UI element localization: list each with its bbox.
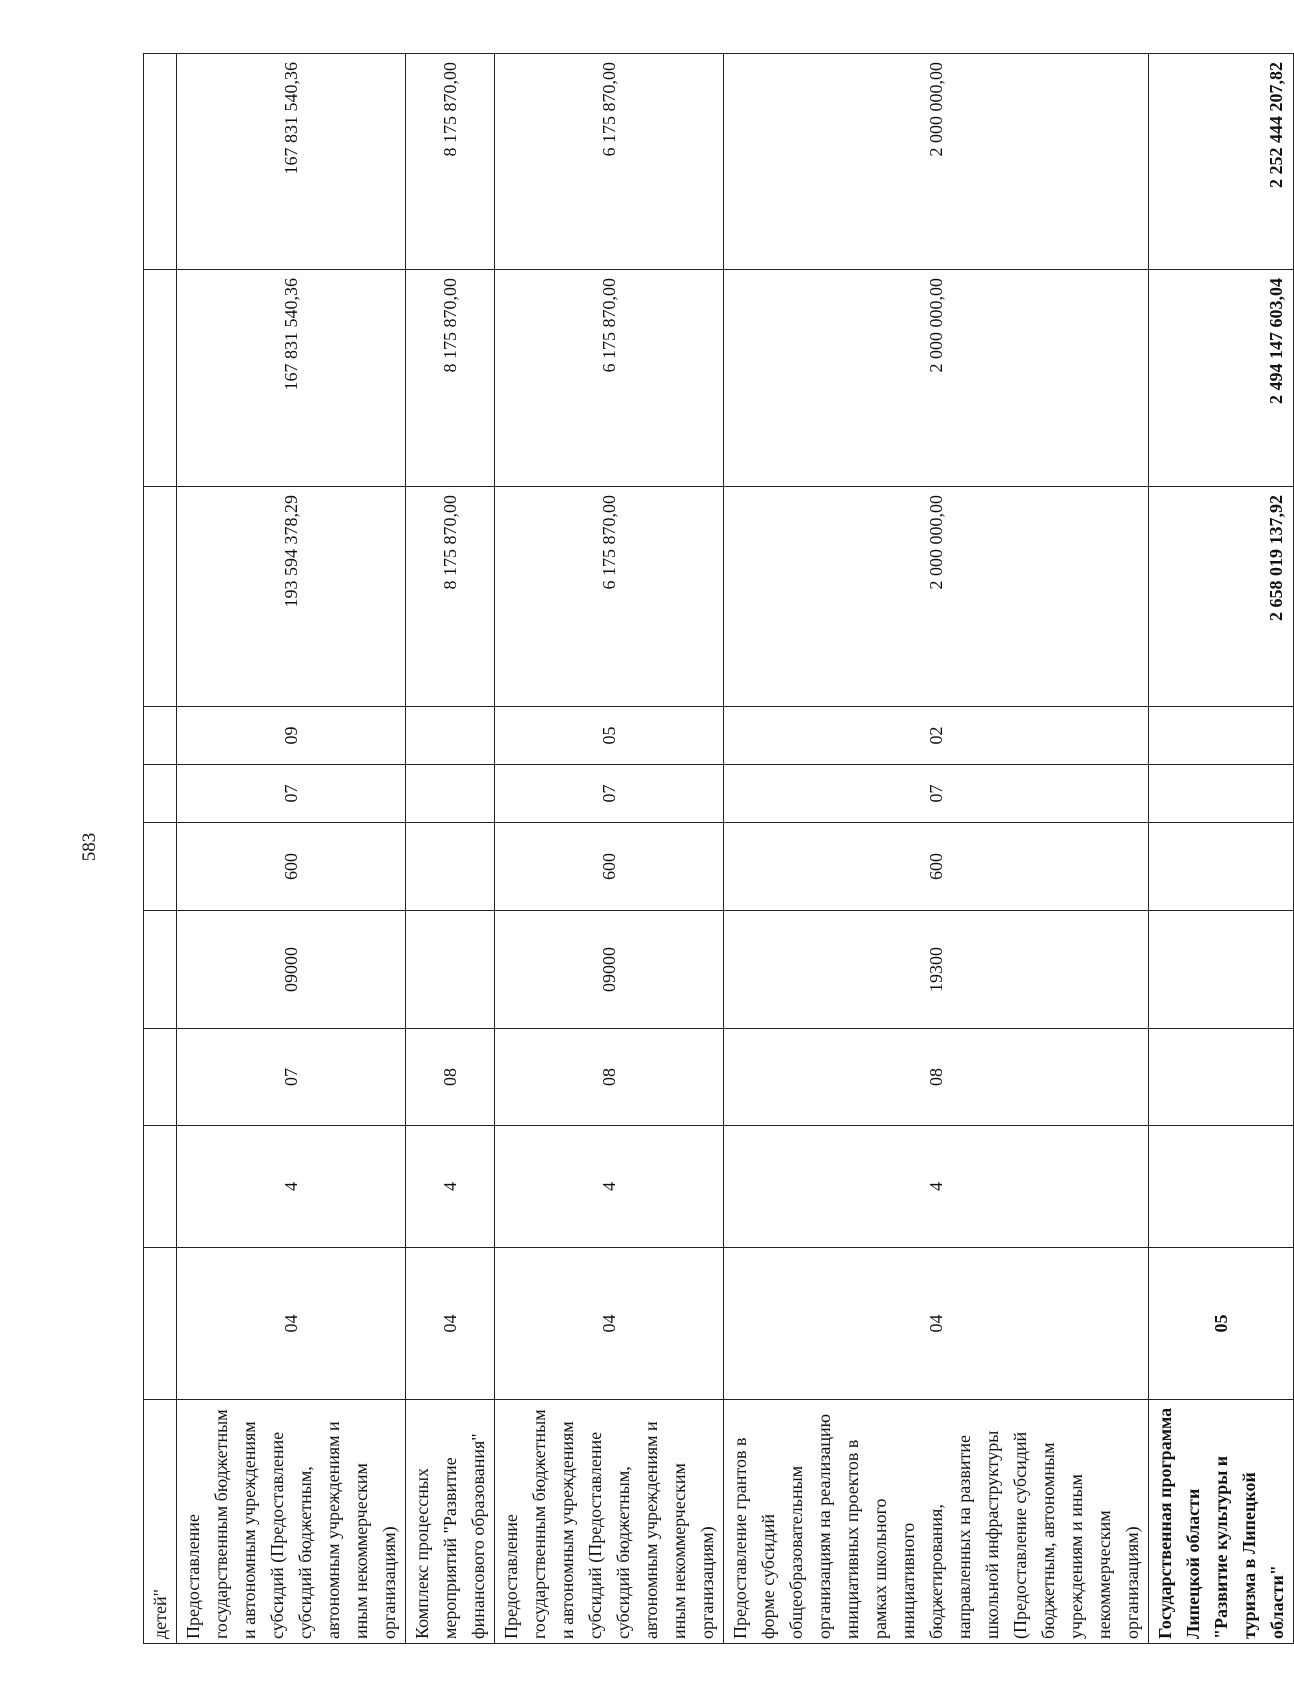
amount-cell: 2 000 000,00 bbox=[724, 270, 1149, 487]
code-cell bbox=[406, 765, 495, 823]
table-row bbox=[144, 54, 177, 1644]
code-cell: 07 bbox=[177, 1029, 406, 1126]
row-description: Предоставление грантов в форме субсидий общеобразовательным организациям на реализацию инициативных проектов в рамках школьного инициативного бюджетирования, направленных на развитие школьной инфраструктуры (Предоставление субсидий бюджетным, автономным учреждениям и иным некоммерческим организациям) bbox=[724, 1400, 1149, 1644]
code-cell: 05 bbox=[1149, 1248, 1294, 1400]
budget-table bbox=[143, 53, 1294, 1644]
table-row bbox=[406, 54, 495, 1644]
code-cell: 04 bbox=[177, 1248, 406, 1400]
code-cell: 08 bbox=[406, 1029, 495, 1126]
code-cell bbox=[144, 707, 177, 765]
code-cell bbox=[406, 823, 495, 911]
code-cell bbox=[1149, 707, 1294, 765]
code-cell bbox=[1149, 1029, 1294, 1126]
row-description: Государственная программа Липецкой области "Развитие культуры и туризма в Липецкой области" bbox=[1149, 1400, 1294, 1644]
code-cell: 08 bbox=[724, 1029, 1149, 1126]
amount-cell: 8 175 870,00 bbox=[406, 487, 495, 707]
page-number: 583 bbox=[79, 832, 100, 862]
row-description: Предоставление государственным бюджетным и автономным учреждениям субсидий (Предоставление субсидий бюджетным, автономным учреждениям и иным некоммерческим организациям) bbox=[495, 1400, 724, 1644]
amount-cell: 8 175 870,00 bbox=[406, 270, 495, 487]
amount-cell: 6 175 870,00 bbox=[495, 54, 724, 270]
code-cell: 07 bbox=[177, 765, 406, 823]
amount-cell: 2 658 019 137,92 bbox=[1149, 487, 1294, 707]
row-description: Комплекс процессных мероприятий "Развитие финансового образования" bbox=[406, 1400, 495, 1644]
amount-cell: 2 000 000,00 bbox=[724, 54, 1149, 270]
code-cell: 07 bbox=[495, 765, 724, 823]
amount-cell bbox=[144, 270, 177, 487]
code-cell: 09000 bbox=[495, 911, 724, 1029]
code-cell bbox=[1149, 1126, 1294, 1248]
code-cell: 19300 bbox=[724, 911, 1149, 1029]
code-cell bbox=[1149, 823, 1294, 911]
code-cell bbox=[144, 1248, 177, 1400]
amount-cell bbox=[144, 487, 177, 707]
code-cell bbox=[1149, 911, 1294, 1029]
amount-cell: 167 831 540,36 bbox=[177, 270, 406, 487]
table-row bbox=[495, 54, 724, 1644]
code-cell: 02 bbox=[724, 707, 1149, 765]
table-row-total bbox=[1149, 54, 1294, 1644]
amount-cell: 167 831 540,36 bbox=[177, 54, 406, 270]
code-cell: 07 bbox=[724, 765, 1149, 823]
code-cell: 4 bbox=[406, 1126, 495, 1248]
amount-cell: 6 175 870,00 bbox=[495, 487, 724, 707]
code-cell bbox=[406, 911, 495, 1029]
code-cell bbox=[144, 765, 177, 823]
table-row bbox=[724, 54, 1149, 1644]
table-row bbox=[177, 54, 406, 1644]
amount-cell: 2 494 147 603,04 bbox=[1149, 270, 1294, 487]
code-cell: 09000 bbox=[177, 911, 406, 1029]
rotated-table-container bbox=[143, 54, 1287, 1644]
amount-cell: 6 175 870,00 bbox=[495, 270, 724, 487]
code-cell: 04 bbox=[406, 1248, 495, 1400]
code-cell bbox=[406, 707, 495, 765]
code-cell: 600 bbox=[177, 823, 406, 911]
code-cell: 08 bbox=[495, 1029, 724, 1126]
code-cell bbox=[144, 823, 177, 911]
code-cell bbox=[144, 1029, 177, 1126]
code-cell bbox=[144, 1126, 177, 1248]
code-cell: 4 bbox=[177, 1126, 406, 1248]
code-cell: 600 bbox=[724, 823, 1149, 911]
code-cell: 04 bbox=[495, 1248, 724, 1400]
amount-cell bbox=[144, 54, 177, 270]
amount-cell: 2 000 000,00 bbox=[724, 487, 1149, 707]
code-cell: 09 bbox=[177, 707, 406, 765]
code-cell: 05 bbox=[495, 707, 724, 765]
code-cell: 600 bbox=[495, 823, 724, 911]
code-cell: 4 bbox=[724, 1126, 1149, 1248]
code-cell: 04 bbox=[724, 1248, 1149, 1400]
row-description: Предоставление государственным бюджетным и автономным учреждениям субсидий (Предоставление субсидий бюджетным, автономным учреждениям и иным некоммерческим организациям) bbox=[177, 1400, 406, 1644]
code-cell: 4 bbox=[495, 1126, 724, 1248]
amount-cell: 2 252 444 207,82 bbox=[1149, 54, 1294, 270]
code-cell bbox=[144, 911, 177, 1029]
amount-cell: 8 175 870,00 bbox=[406, 54, 495, 270]
row-description: детей" bbox=[144, 1400, 177, 1644]
amount-cell: 193 594 378,29 bbox=[177, 487, 406, 707]
code-cell bbox=[1149, 765, 1294, 823]
